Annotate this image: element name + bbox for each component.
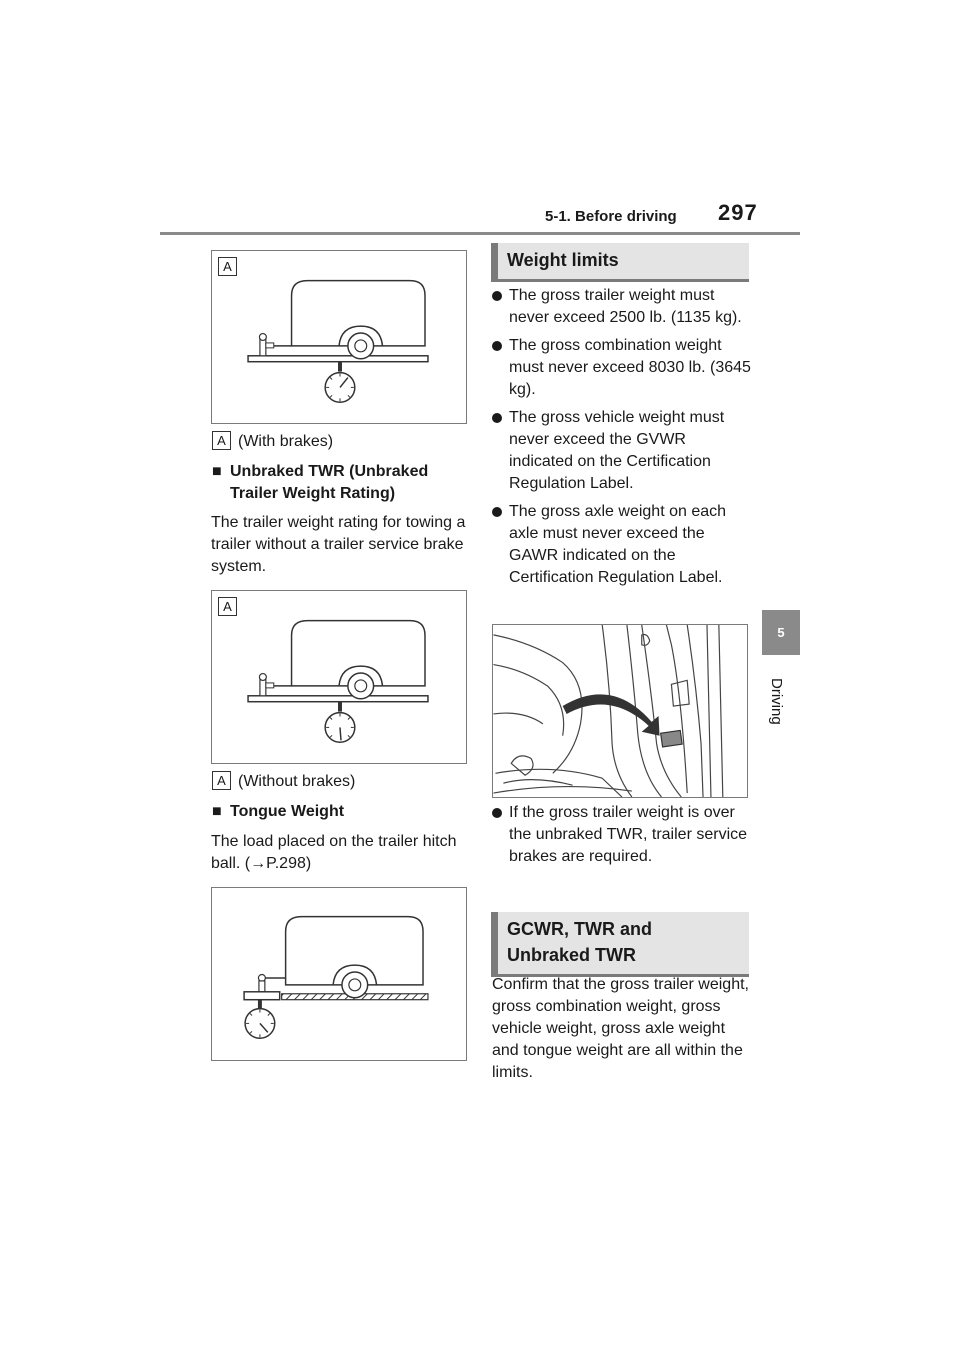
- header-divider: [160, 232, 800, 235]
- weight-limits-list: [491, 285, 753, 595]
- page-number: 297: [718, 200, 758, 225]
- chapter-tab[interactable]: [762, 610, 800, 655]
- chapter-label: Driving: [768, 678, 785, 725]
- trailer-illustration: [212, 591, 466, 763]
- trailer-illustration: [212, 251, 466, 423]
- door-pillar-illustration: [493, 625, 747, 797]
- section-title: 5-1. Before driving: [545, 208, 677, 225]
- list-item: The gross axle weight on each axle must never exceed the GAWR indicated on the Certification Regulation Label.: [491, 501, 753, 589]
- figure-tongue-weight: [211, 887, 467, 1061]
- arrow-right-icon: →: [250, 855, 267, 872]
- list-item: If the gross trailer weight is over the unbraked TWR, trailer service brakes are required.: [491, 802, 753, 868]
- square-marker-icon: ■: [212, 463, 222, 480]
- heading-text: Tongue Weight: [230, 803, 345, 820]
- unbraked-twr-heading: [212, 461, 467, 505]
- weight-limits-heading: Weight limits: [491, 243, 749, 282]
- heading-line: Unbraked TWR: [507, 945, 637, 965]
- caption-text: (With brakes): [238, 432, 334, 450]
- list-item: The gross vehicle weight must never exceed the GVWR indicated on the Certification Regulation Label.: [491, 407, 753, 495]
- list-item: The gross combination weight must never exceed 8030 lb. (3645 kg).: [491, 335, 753, 401]
- heading-line: GCWR, TWR and: [507, 919, 652, 939]
- gcwr-twr-description: Confirm that the gross trailer weight, gross combination weight, gross vehicle weight, gross axle weight and tongue weight are all within the limits.: [492, 976, 749, 1081]
- unbraked-twr-description: The trailer weight rating for towing a trailer without a trailer service brake system.: [211, 514, 466, 575]
- list-item: The gross trailer weight must never exceed 2500 lb. (1135 kg).: [491, 285, 753, 329]
- caption-tag: A: [212, 431, 231, 450]
- unbraked-note-list: [491, 802, 753, 874]
- figure-tag: A: [218, 257, 237, 276]
- tongue-weight-heading: [212, 801, 467, 823]
- page-reference-link[interactable]: P.298): [266, 855, 312, 872]
- figure-certification-label-location: [492, 624, 748, 798]
- gcwr-twr-heading: [491, 912, 749, 977]
- figure-trailer-without-brakes: [211, 590, 467, 764]
- caption-tag: A: [212, 771, 231, 790]
- figure-tag: A: [218, 597, 237, 616]
- figure-trailer-with-brakes: [211, 250, 467, 424]
- heading-text: Unbraked TWR (Unbraked Trailer Weight Rating): [230, 463, 429, 502]
- tongue-weight-description: [211, 831, 469, 875]
- tongue-text: The load placed on the trailer hitch ball. (: [211, 833, 457, 872]
- caption-text: (Without brakes): [238, 772, 356, 790]
- figure-caption-without-brakes: [212, 772, 355, 791]
- tongue-weight-illustration: [212, 888, 466, 1060]
- square-marker-icon: ■: [212, 803, 222, 820]
- figure-caption-with-brakes: [212, 432, 333, 451]
- chapter-number: 5: [777, 625, 785, 640]
